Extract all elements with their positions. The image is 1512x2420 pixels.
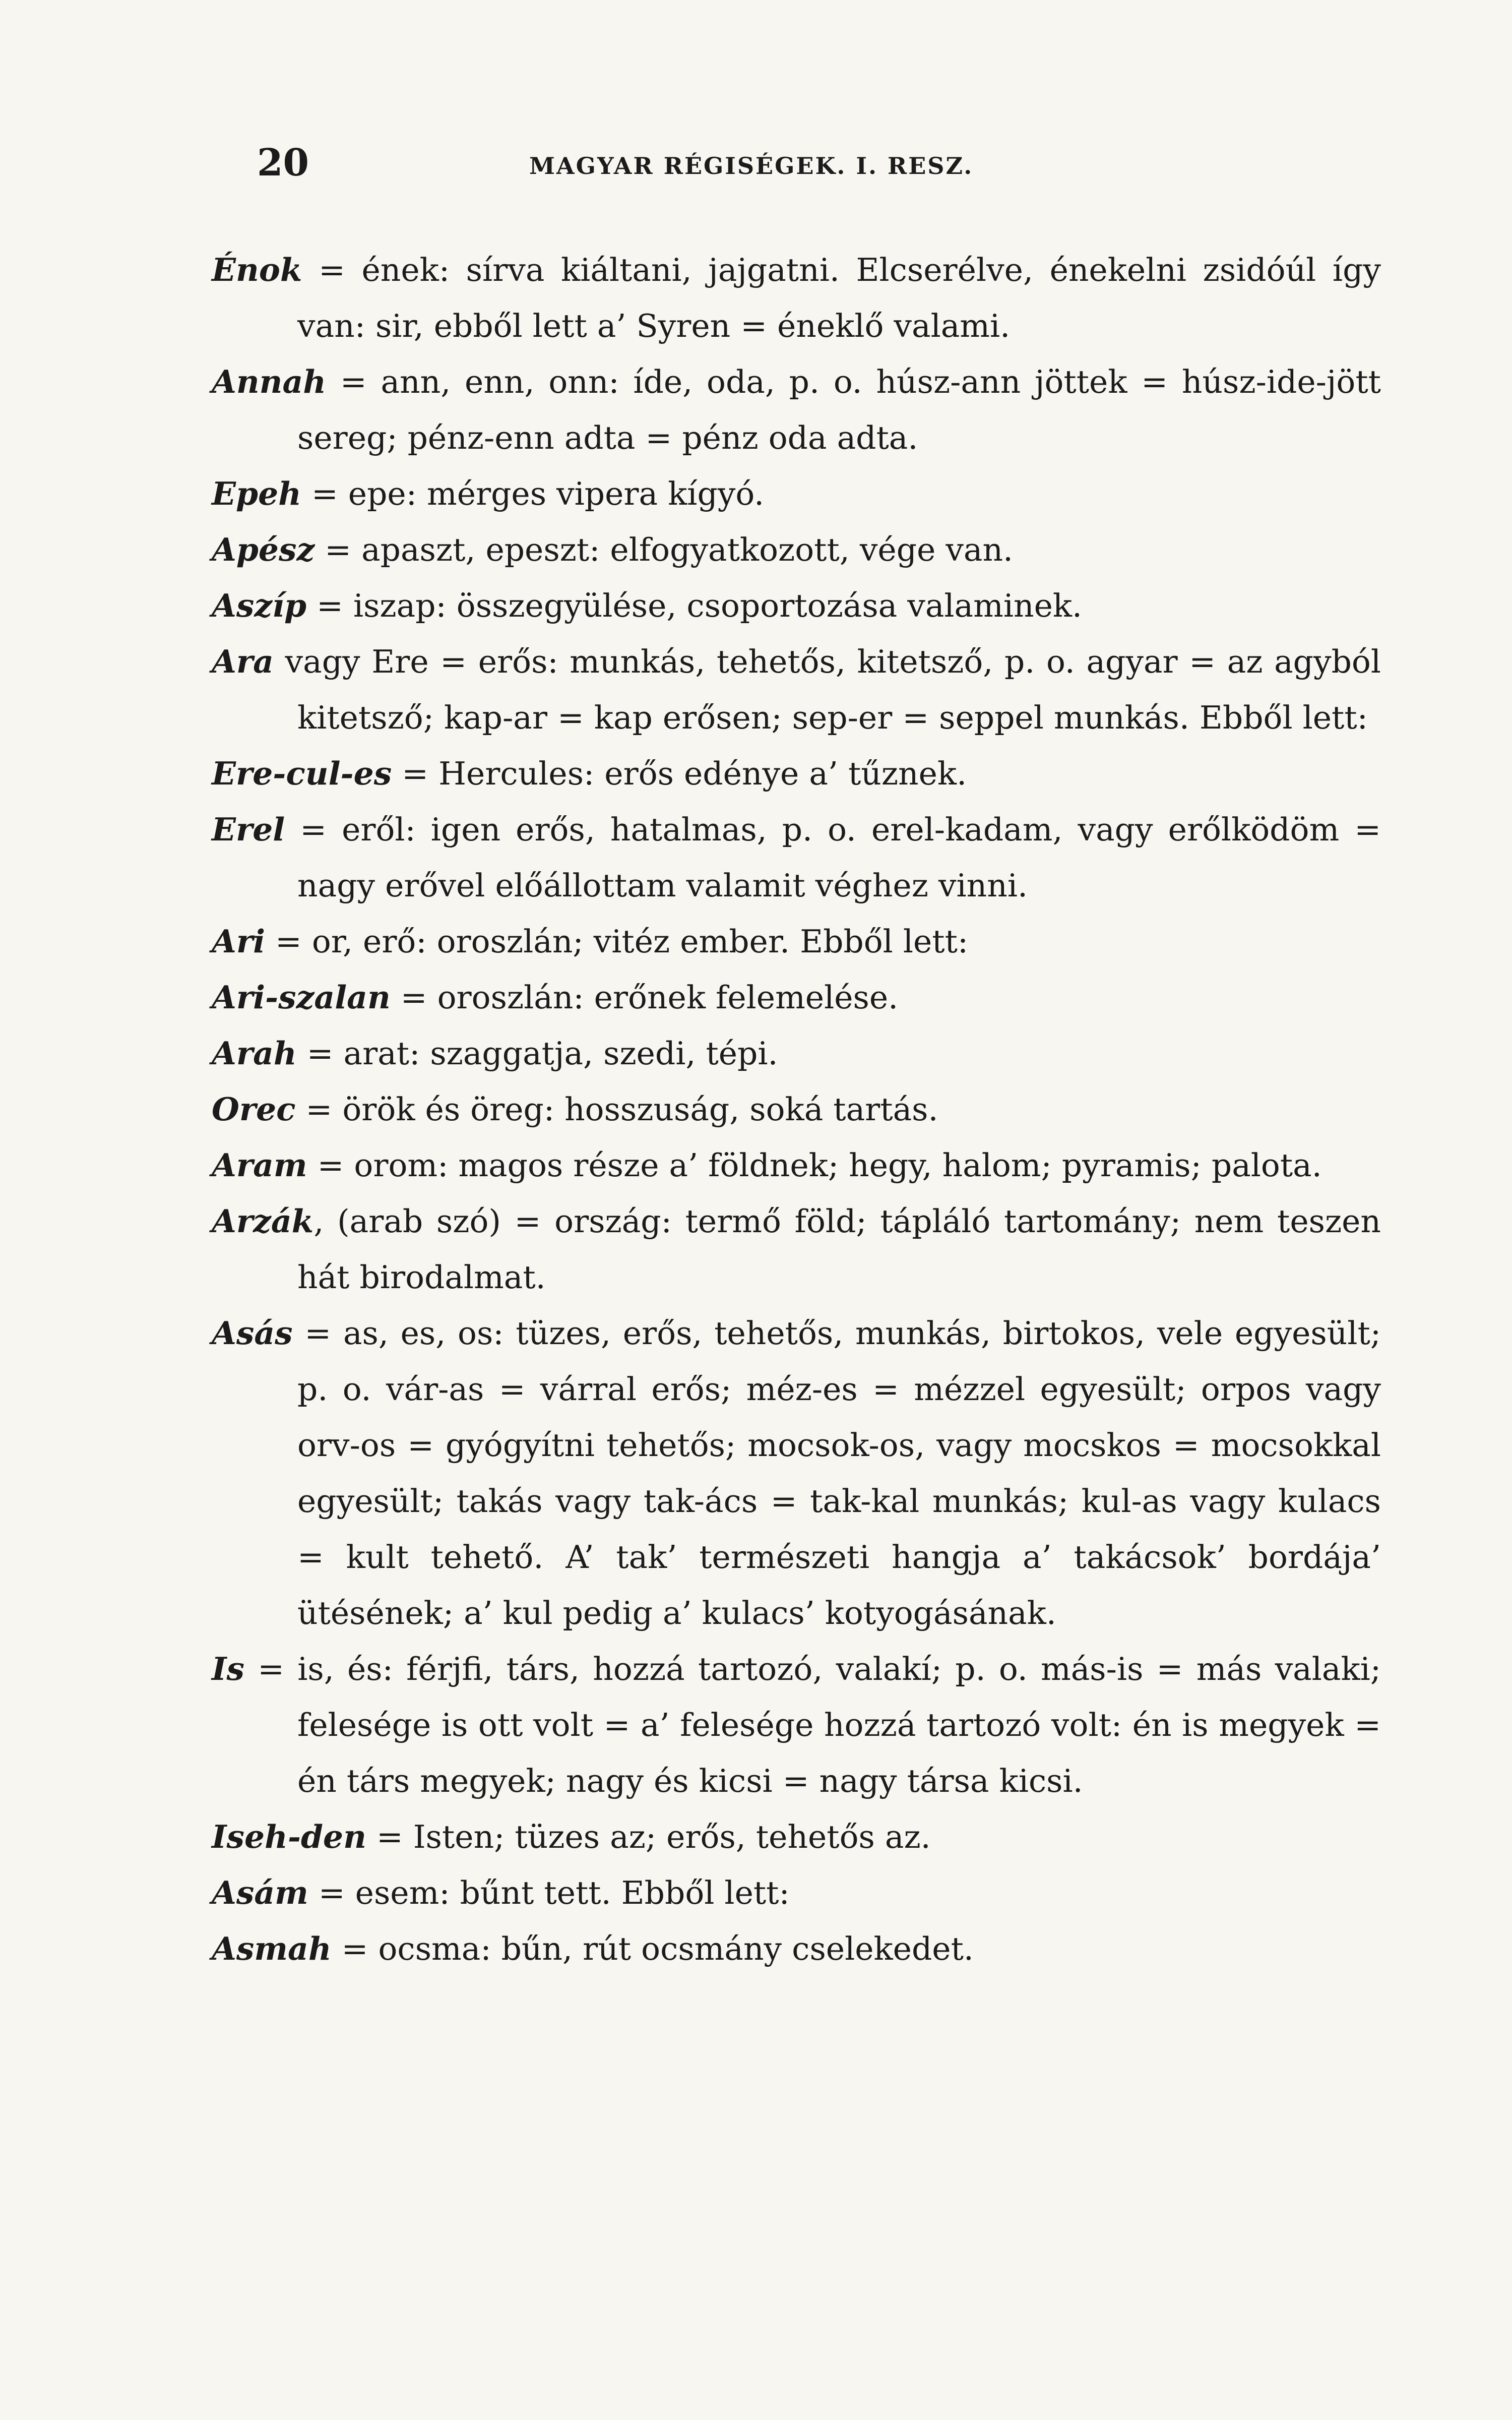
entry-text: = Isten; tüzes az; erős, tehetős az. — [366, 1819, 931, 1855]
dictionary-entries — [212, 242, 1381, 1977]
entry-term: Annah — [212, 363, 327, 400]
entry — [212, 802, 1381, 914]
entry-term: Is — [212, 1650, 244, 1687]
entry-text: vagy Ere = erős: munkás, tehetős, kitetsző, p. o. agyar = az agyból kitetsző; kap-ar = kap erősen; sep-er = seppel munkás. Ebből lett: — [273, 643, 1381, 736]
page-header — [166, 141, 1376, 217]
entry-term: Énok — [212, 251, 302, 288]
entry-text: = eről: igen erős, hatalmas, p. o. erel-kadam, vagy erőlködöm = nagy erővel előállottam valamit véghez vinni. — [285, 811, 1381, 904]
entry-term: Arzák — [212, 1202, 314, 1240]
entry-term: Asmah — [212, 1930, 332, 1967]
entry-text: = arat: szaggatja, szedi, tépi. — [296, 1035, 778, 1072]
entry-term: Ari — [212, 923, 266, 960]
entry-text: , (arab szó) = ország: termő föld; tápláló tartomány; nem teszen hát birodalmat. — [297, 1203, 1381, 1296]
entry — [212, 1809, 1381, 1865]
entry-term: Erel — [212, 811, 285, 848]
entry-text: = ocsma: bűn, rút ocsmány cselekedet. — [331, 1930, 974, 1967]
entry — [212, 1305, 1381, 1641]
entry — [212, 634, 1381, 746]
entry-term: Apész — [212, 531, 315, 568]
entry — [212, 1137, 1381, 1193]
entry-text: = ének: sírva kiáltani, jajgatni. Elcserélve, énekelni zsidóúl így van: sir, ebből lett a’ Syren = éneklő valami. — [297, 252, 1381, 344]
entry-term: Orec — [212, 1091, 296, 1128]
entry — [212, 522, 1381, 578]
entry — [212, 746, 1381, 802]
entry — [212, 1921, 1381, 1977]
entry-text: = Hercules: erős edénye a’ tűznek. — [392, 755, 967, 792]
entry — [212, 970, 1381, 1025]
entry — [212, 242, 1381, 354]
entry-text: = oroszlán: erőnek felemelése. — [390, 979, 899, 1016]
running-head: MAGYAR RÉGISÉGEK. I. RESZ. — [529, 152, 974, 179]
entry-term: Asám — [212, 1874, 308, 1911]
entry-text: = is, és: férjfi, társ, hozzá tartozó, valakí; p. o. más-is = más valaki; felesége is ott volt = a’ felesége hozzá tartozó volt: én is megyek = én társ megyek; nagy és kicsi = nagy társa kicsi. — [244, 1651, 1381, 1799]
entry-term: Arah — [212, 1035, 297, 1072]
entry — [212, 1865, 1381, 1921]
entry — [212, 1025, 1381, 1081]
entry-term: Asás — [212, 1314, 293, 1352]
entry-text: = apaszt, epeszt: elfogyatkozott, vége van. — [314, 531, 1014, 568]
entry-text: = epe: mérges vipera kígyó. — [301, 475, 765, 512]
entry-text: = örök és öreg: hosszuság, soká tartás. — [295, 1091, 938, 1128]
entry-text: = iszap: összegyülése, csoportozása valaminek. — [306, 587, 1083, 624]
book-page — [166, 141, 1381, 2309]
entry — [212, 578, 1381, 634]
entry — [212, 914, 1381, 970]
entry-text: = or, erő: oroszlán; vitéz ember. Ebből lett: — [265, 923, 969, 960]
entry-term: Epeh — [212, 475, 301, 512]
entry-term: Aszíp — [212, 587, 307, 624]
entry-term: Ara — [212, 643, 274, 680]
entry — [212, 354, 1381, 466]
entry-term: Iseh-den — [212, 1818, 366, 1855]
entry-text: = as, es, os: tüzes, erős, tehetős, munkás, birtokos, vele egyesült; p. o. vár-as = várral erős; méz-es = mézzel egyesült; orpos vagy orv-os = gyógyítni tehetős; mocsok-os, vagy mocskos = mocsokkal egyesült; takás vagy tak-ács = tak-kal munkás; kul-as vagy kulacs = kult tehető. A’ tak’ természeti hangja a’ takácsok’ bordája’ ütésének; a’ kul pedig a’ kulacs’ kotyogásának. — [292, 1315, 1381, 1631]
entry-term: Ari-szalan — [212, 979, 391, 1016]
entry-text: = esem: bűnt tett. Ebből lett: — [308, 1874, 790, 1911]
entry — [212, 1641, 1381, 1809]
entry-term: Aram — [212, 1146, 307, 1184]
page-number: 20 — [257, 141, 309, 185]
entry-text: = ann, enn, onn: íde, oda, p. o. húsz-ann jöttek = húsz-ide-jött sereg; pénz-enn adta = pénz oda adta. — [297, 364, 1381, 456]
entry — [212, 466, 1381, 522]
entry-text: = orom: magos része a’ földnek; hegy, halom; pyramis; palota. — [307, 1147, 1322, 1184]
entry — [212, 1193, 1381, 1305]
entry-term: Ere-cul-es — [212, 755, 392, 792]
entry — [212, 1081, 1381, 1137]
